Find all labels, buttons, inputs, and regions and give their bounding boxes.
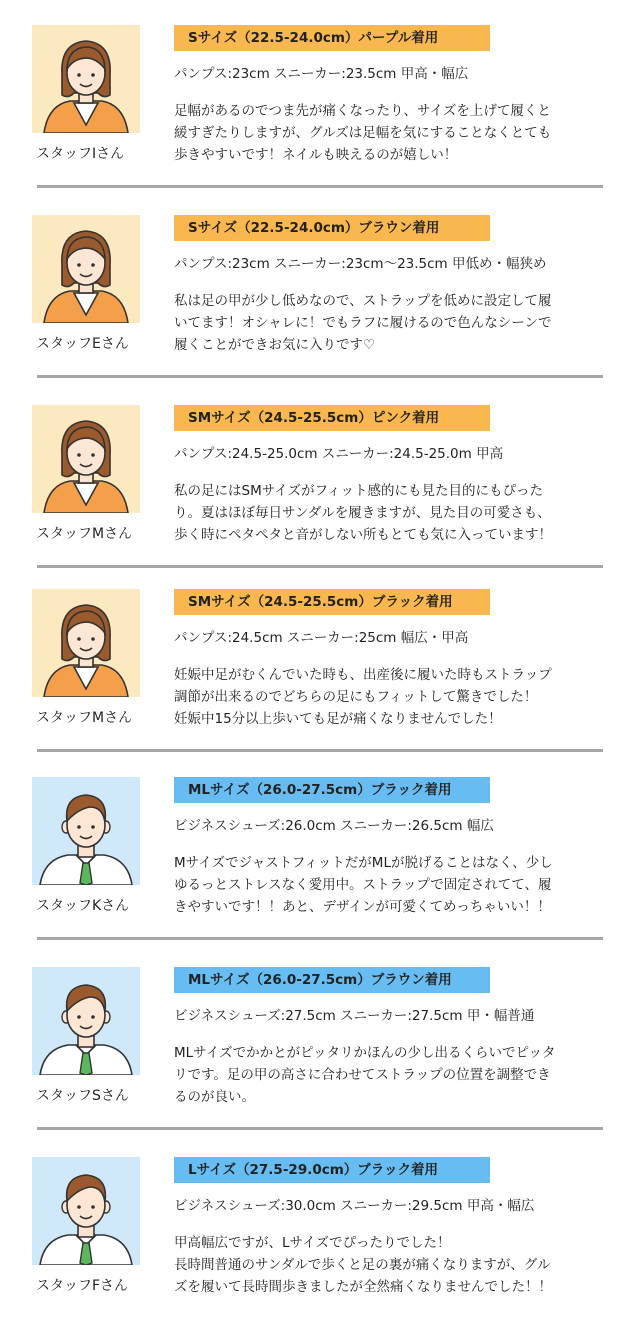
staff-review-item [0, 942, 640, 1130]
usual-sizes-text: ビジネスシューズ:27.5cm スニーカー:27.5cm 甲・幅普通 [174, 1008, 535, 1024]
divider [37, 937, 603, 940]
staff-name: スタッフMさん [36, 526, 133, 542]
usual-sizes-text: パンプス:23cm スニーカー:23cm〜23.5cm 甲低め・幅狭め [174, 256, 547, 272]
female-staff-icon [32, 215, 140, 323]
staff-review-item [0, 1132, 640, 1320]
staff-name: スタッフSさん [36, 1088, 129, 1104]
review-comment: 妊娠中足がむくんでいた時も、出産後に履いた時もストラップ 調節が出来るのでどちらの足にもフィットして驚きでした！ 妊娠中15分以上歩いても足が痛くなりませんでした！ [174, 667, 552, 727]
review-comment: 私の足にはSMサイズがフィット感的にも見た目的にもぴった り。夏はほぼ毎日サンダルを履きますが、見た目の可愛さも、 歩く時にペタペタと音がしない所もとても気に入っています！ [174, 483, 552, 543]
staff-name: スタッフFさん [36, 1278, 129, 1294]
size-label-badge: Sサイズ（22.5-24.0cm）パープル着用 [174, 25, 490, 51]
staff-review-item [0, 190, 640, 378]
size-label-badge: MLサイズ（26.0-27.5cm）ブラック着用 [174, 777, 490, 803]
staff-review-item [0, 564, 640, 752]
divider [37, 1127, 603, 1130]
usual-sizes-text: ビジネスシューズ:26.0cm スニーカー:26.5cm 幅広 [174, 818, 494, 834]
review-comment: 甲高幅広ですが、Lサイズでぴったりでした！ 長時間普通のサンダルで歩くと足の裏が痛くなりますが、グル ズを履いて長時間歩きましたが全然痛くなりませんでした！！ [174, 1235, 552, 1295]
size-label-badge: SMサイズ（24.5-25.5cm）ピンク着用 [174, 405, 490, 431]
staff-name: スタッフKさん [36, 898, 130, 914]
divider [37, 375, 603, 378]
male-staff-icon [32, 967, 140, 1075]
review-comment: 足幅があるのでつま先が痛くなったり、サイズを上げて履くと 緩すぎたりしますが、グルズは足幅を気にすることなくとても 歩きやすいです！ネイルも映えるのが嬉しい！ [174, 103, 552, 163]
male-staff-icon [32, 777, 140, 885]
usual-sizes-text: ビジネスシューズ:30.0cm スニーカー:29.5cm 甲高・幅広 [174, 1198, 535, 1214]
male-staff-icon [32, 1157, 140, 1265]
staff-review-item [0, 380, 640, 568]
size-label-badge: Lサイズ（27.5-29.0cm）ブラック着用 [174, 1157, 490, 1183]
size-label-badge: Sサイズ（22.5-24.0cm）ブラウン着用 [174, 215, 490, 241]
size-label-badge: SMサイズ（24.5-25.5cm）ブラック着用 [174, 589, 490, 615]
usual-sizes-text: パンプス:24.5cm スニーカー:25cm 幅広・甲高 [174, 630, 469, 646]
review-comment: 私は足の甲が少し低めなので、ストラップを低めに設定して履 いてます！オシャレに！でもラフに履けるので色んなシーンで 履くことができお気に入りです♡ [174, 293, 552, 353]
size-label-badge: MLサイズ（26.0-27.5cm）ブラウン着用 [174, 967, 490, 993]
staff-name: スタッフEさん [36, 336, 129, 352]
staff-name: スタッフMさん [36, 710, 133, 726]
divider [37, 185, 603, 188]
review-comment: MサイズでジャストフィットだがMLが脱げることはなく、少し ゆるっとストレスなく愛用中。ストラップで固定されてて、履 きやすいです！！あと、デザインが可愛くてめっちゃいい！！ [174, 855, 553, 915]
staff-review-item [0, 752, 640, 940]
review-comment: MLサイズでかかとがピッタリかほんの少し出るくらいでピッタ リです。足の甲の高さに合わせてストラップの位置を調整でき るのが良い。 [174, 1045, 556, 1105]
staff-review-item [0, 0, 640, 188]
usual-sizes-text: パンプス:24.5-25.0cm スニーカー:24.5-25.0m 甲高 [174, 446, 504, 462]
female-staff-icon [32, 25, 140, 133]
female-staff-icon [32, 405, 140, 513]
female-staff-icon [32, 589, 140, 697]
usual-sizes-text: パンプス:23cm スニーカー:23.5cm 甲高・幅広 [174, 66, 469, 82]
staff-name: スタッフIさん [36, 146, 125, 162]
